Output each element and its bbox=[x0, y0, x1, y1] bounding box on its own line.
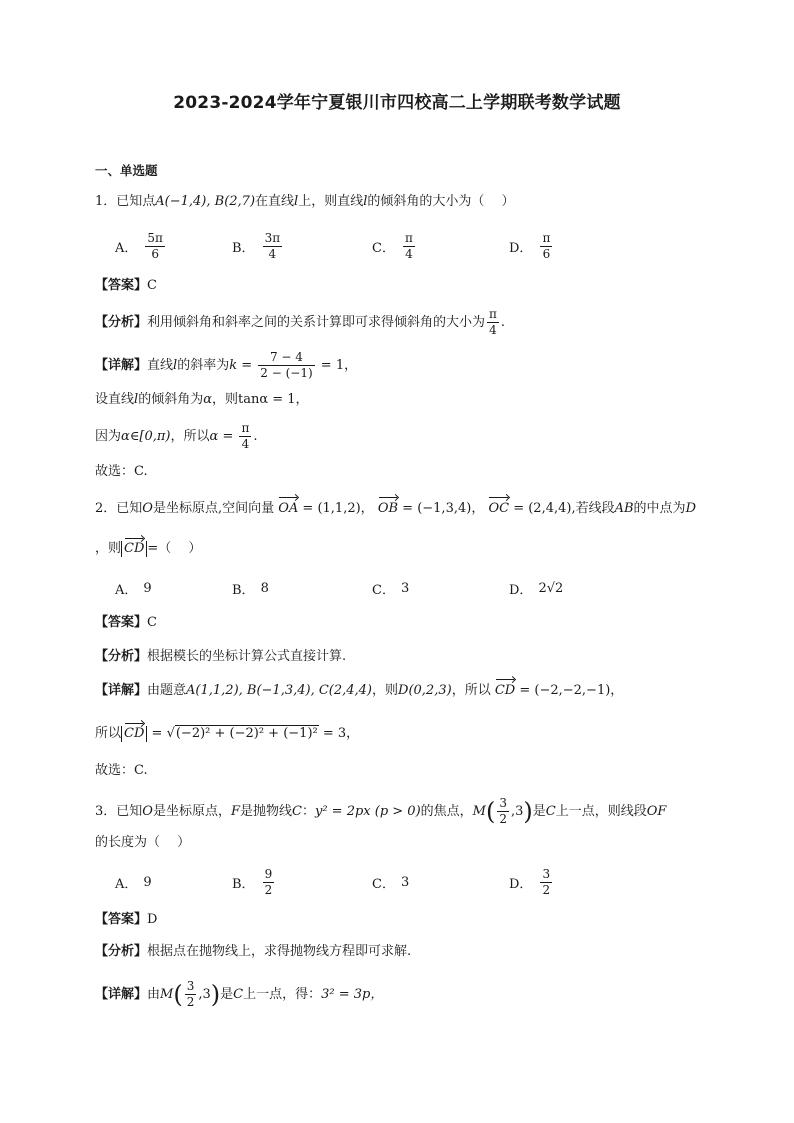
q3-option-d: D． $\frac{3}{2}$ bbox=[509, 866, 551, 897]
q2-conclusion: 故选：C. bbox=[95, 763, 148, 778]
q2-stem-line2: ，则 CD =（ ） bbox=[95, 541, 202, 556]
q2-option-b: B． 8 bbox=[232, 580, 269, 598]
q1-stem: 1．已知点A(−1,4), B(2,7)在直线l上，则直线l的倾斜角的大小为（ ） bbox=[95, 194, 515, 209]
q2-stem-line1: 2．已知O是坐标原点,空间向量 OA = (1,1,2)， OB = (−1,3,4)， OC = (2,4,4),若线段AB的中点为D bbox=[95, 501, 696, 516]
q1-option-c: C． $\frac{\pi}{4}$ bbox=[372, 230, 413, 261]
q3-detail-line1: 【详解】由M( $\frac{3}{2}$ ,3)是C上一点，得：3² = 3p， bbox=[95, 979, 384, 1009]
q1-detail-line2: 设直线l的倾斜角为α，则tanα = 1， bbox=[95, 392, 309, 407]
q2-detail-line1: 【详解】由题意A(1,1,2), B(−1,3,4), C(2,4,4)，则D(0,2,3)，所以 CD = (−2,−2,−1)， bbox=[95, 683, 624, 698]
page-title: 2023-2024学年宁夏银川市四校高二上学期联考数学试题 bbox=[173, 93, 621, 113]
q2-option-d: D． 2√2 bbox=[509, 580, 564, 598]
q1-option-d: D． $\frac{\pi}{6}$ bbox=[509, 230, 551, 261]
q1-options bbox=[95, 228, 695, 264]
q3-answer: 【答案】D bbox=[95, 912, 158, 927]
q3-stem-line2: 的长度为（ ） bbox=[95, 835, 191, 850]
q3-option-b: B． $\frac{9}{2}$ bbox=[232, 866, 273, 897]
q1-detail-line3: 因为α∈[0,π)，所以α = $\frac{\pi}{4}$ . bbox=[95, 421, 258, 451]
q1-analysis: 【分析】利用倾斜角和斜率之间的关系计算即可求得倾斜角的大小为 $\frac{\pi}{4}$ . bbox=[95, 307, 506, 337]
q1-conclusion: 故选：C. bbox=[95, 464, 148, 479]
q3-option-a: A． 9 bbox=[115, 874, 152, 892]
q2-analysis: 【分析】根据模长的坐标计算公式直接计算. bbox=[95, 649, 347, 664]
q2-option-c: C． 3 bbox=[372, 580, 410, 598]
q3-stem-line1: 3．已知O是坐标原点，F是抛物线C：y² = 2px (p > 0)的焦点，M( $\frac{3}{2}$ ,3)是C上一点，则线段OF bbox=[95, 796, 667, 826]
q1-option-a: A． $\frac{5\pi}{6}$ bbox=[115, 230, 163, 261]
q2-option-a: A． 9 bbox=[115, 580, 152, 598]
q1-option-b: B． $\frac{3\pi}{4}$ bbox=[232, 230, 281, 261]
q3-options bbox=[95, 864, 695, 900]
q2-options bbox=[95, 570, 695, 606]
q1-detail-line1: 【详解】直线l的斜率为k = $\frac{7 - 4}{2 - (-1)}$ = 1， bbox=[95, 350, 358, 380]
q3-analysis: 【分析】根据点在抛物线上，求得抛物线方程即可求解. bbox=[95, 944, 412, 959]
q1-answer: 【答案】C bbox=[95, 278, 157, 293]
section-heading: 一、单选题 bbox=[95, 163, 158, 178]
q2-detail-line2: 所以 CD = √(−2)² + (−2)² + (−1)² = 3， bbox=[95, 726, 360, 741]
q3-option-c: C． 3 bbox=[372, 874, 410, 892]
q2-answer: 【答案】C bbox=[95, 615, 157, 630]
